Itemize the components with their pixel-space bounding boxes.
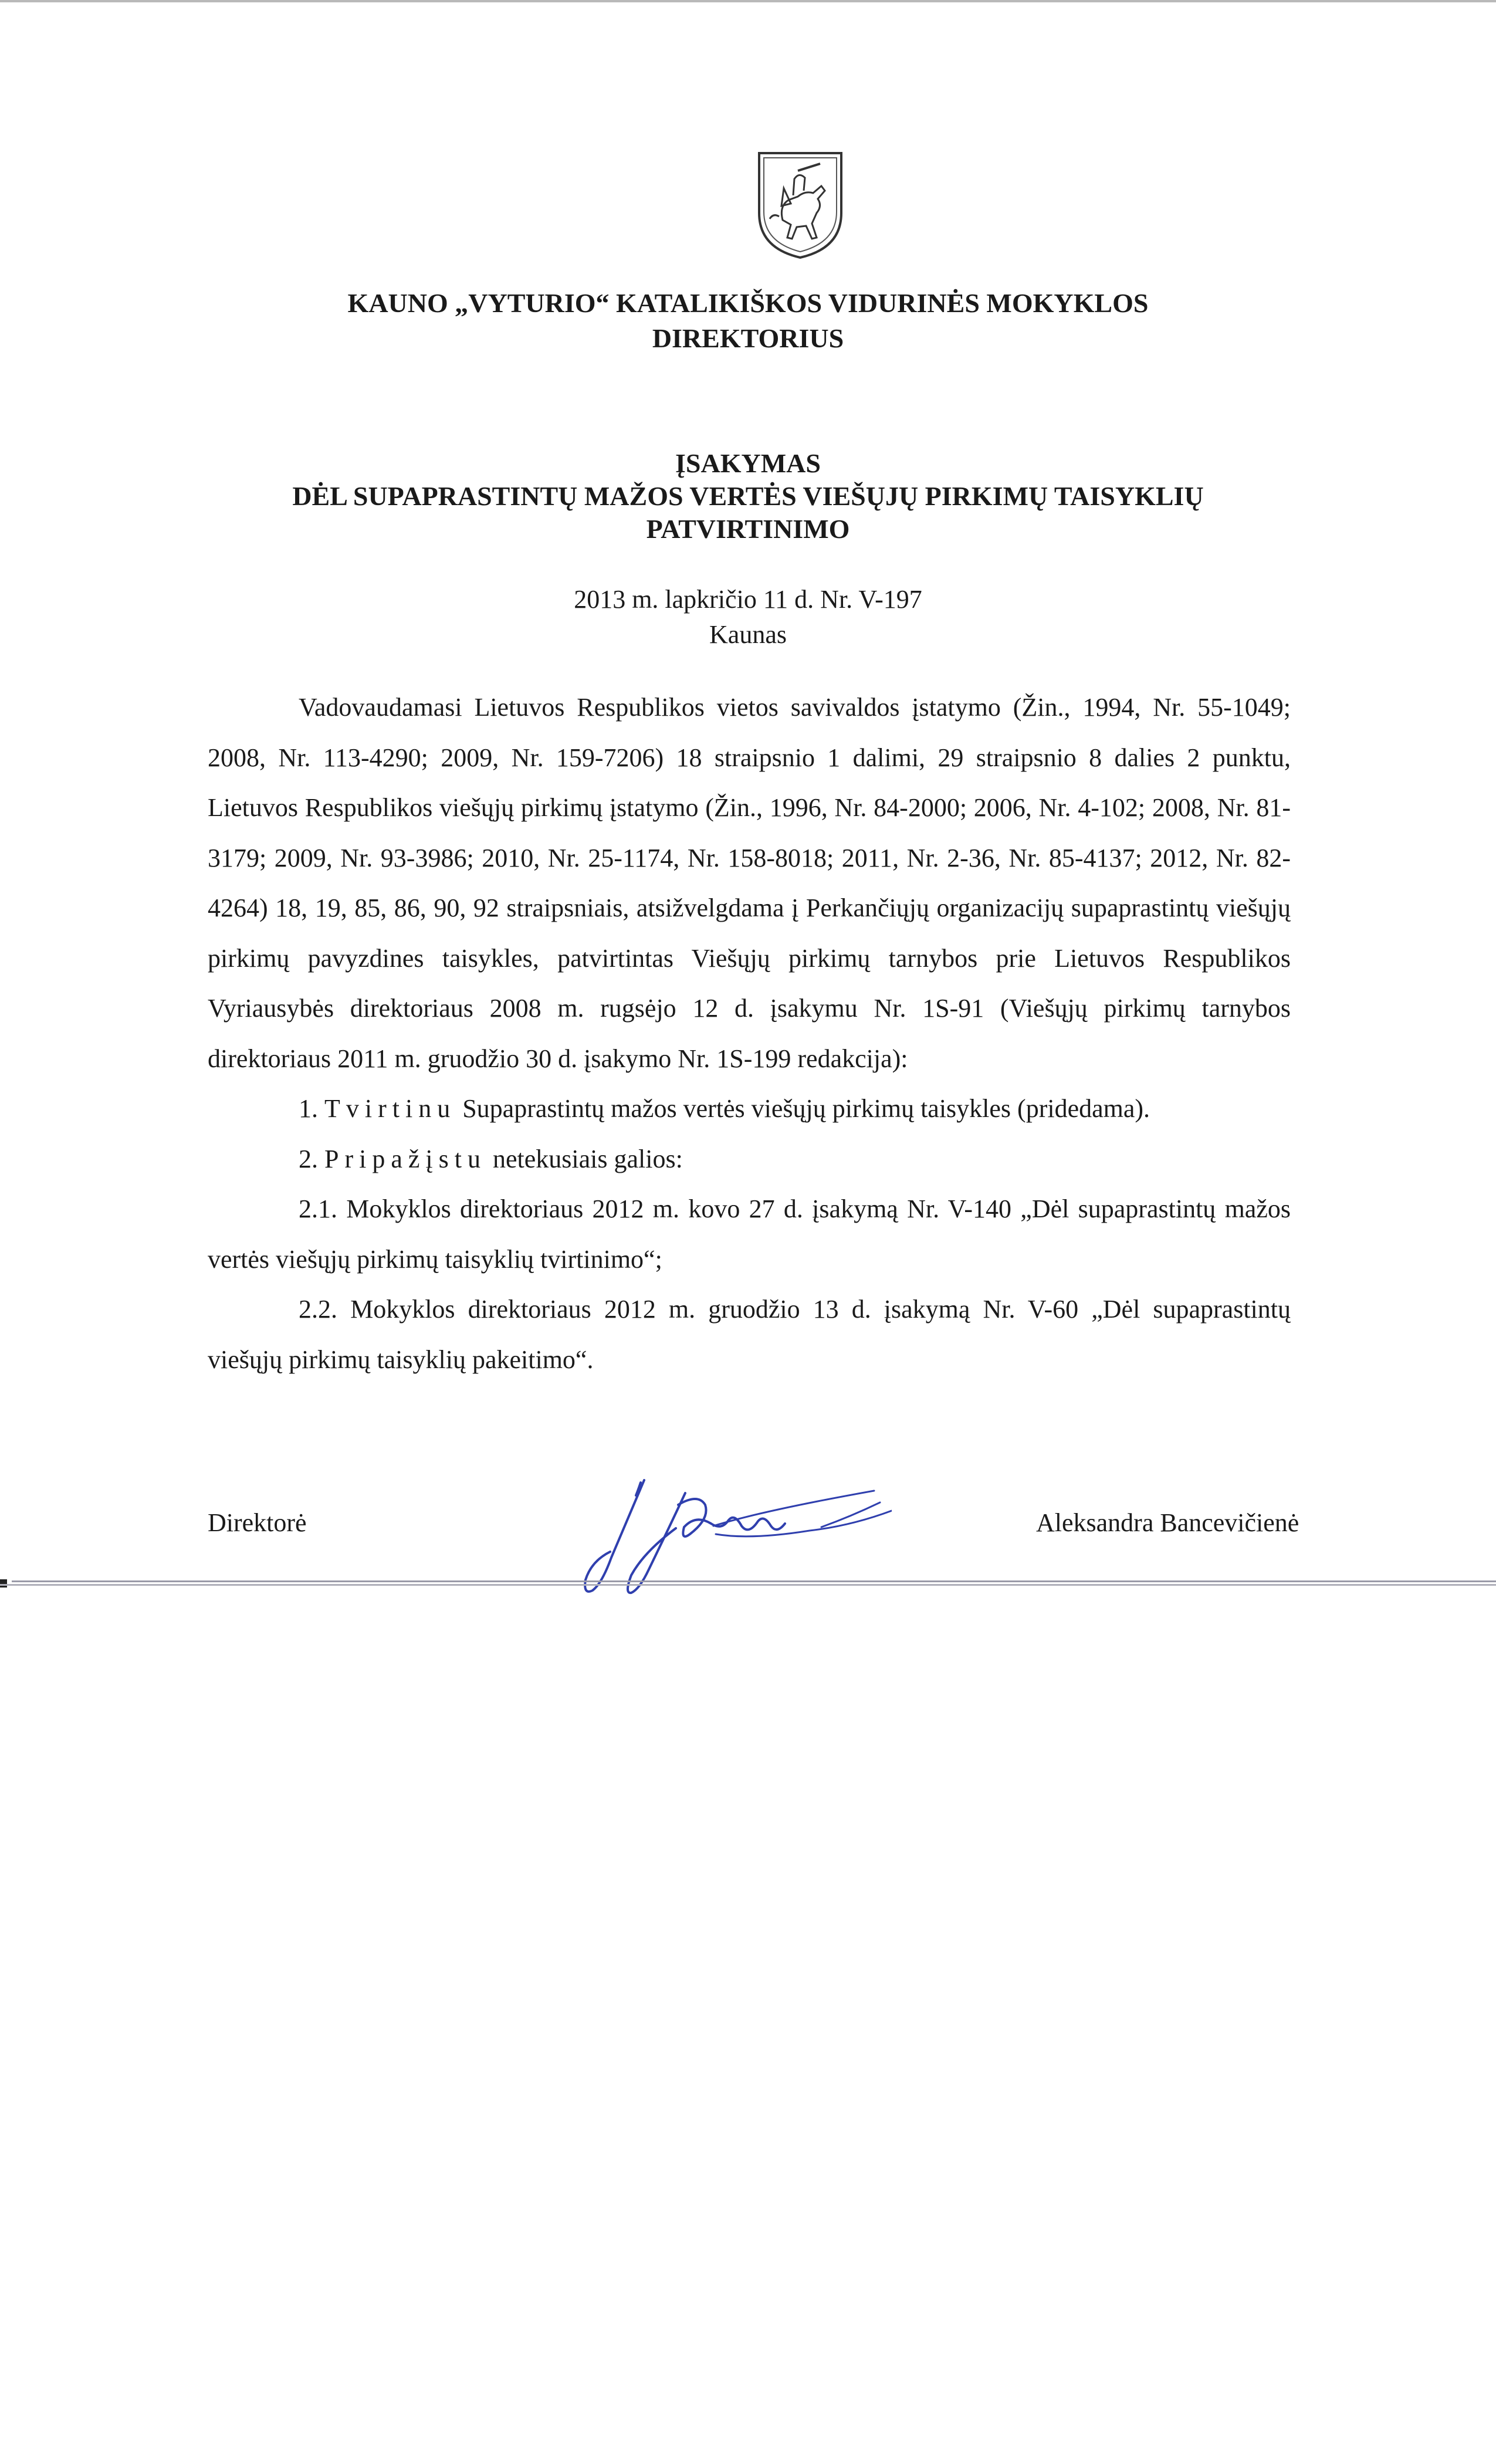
item-2-text: netekusiais galios: bbox=[492, 1144, 683, 1173]
signatory-position: Direktorė bbox=[208, 1508, 307, 1537]
item-1-number: 1. bbox=[299, 1094, 318, 1123]
item-2-2: 2.2. Mokyklos direktoriaus 2012 m. gruodžio 13 d. įsakymą Nr. V-60 „Dėl supaprastintų viešųjų pirkimų taisyklių pakeitimo“. bbox=[208, 1295, 1291, 1374]
institution-line-1: KAUNO „VYTURIO“ KATALIKIŠKOS VIDURINĖS MOKYKLOS bbox=[347, 288, 1149, 318]
item-2-number: 2. bbox=[299, 1144, 318, 1173]
item-2-verb: Pripažįstu bbox=[324, 1144, 486, 1173]
place: Kaunas bbox=[709, 620, 787, 649]
institution-line-2: DIREKTORIUS bbox=[652, 323, 844, 353]
signatory-name: Aleksandra Bancevičienė bbox=[1036, 1508, 1299, 1537]
scan-top-edge bbox=[0, 0, 1496, 2]
preamble-paragraph: Vadovaudamasi Lietuvos Respublikos vietos savivaldos įstatymo (Žin., 1994, Nr. 55-1049; 2008, Nr. 113-4290; 2009, Nr. 159-7206) 18 straipsnio 1 dalimi, 29 straipsnio 8 dalies 2 punktu, Lietuvos Respublikos viešųjų pirkimų įstatymo (Žin., 1996, Nr. 84-2000; 2006, Nr. 4-102; 2008, Nr. 81-3179; 2009, Nr. 93-3986; 2010, Nr. 25-1174, Nr. 158-8018; 2011, Nr. 2-36, Nr. 85-4137; 2012, Nr. 82-4264) 18, 19, 85, 86, 90, 92 straipsniais, atsižvelgdama į Perkančiųjų organizacijų supaprastintų viešųjų pirkimų pavyzdines taisykles, patvirtintas Viešųjų pirkimų tarnybos prie Lietuvos Respublikos Vyriausybės direktoriaus 2008 m. rugsėjo 12 d. įsakymu Nr. 1S-91 (Viešųjų pirkimų tarnybos direktoriaus 2011 m. gruodžio 30 d. įsakymo Nr. 1S-199 redakcija): bbox=[208, 693, 1291, 1073]
coat-of-arms-icon bbox=[756, 150, 845, 261]
institution-name bbox=[0, 286, 1496, 356]
date-and-number: 2013 m. lapkričio 11 d. Nr. V-197 bbox=[574, 585, 922, 614]
item-2-1: 2.1. Mokyklos direktoriaus 2012 m. kovo 27 d. įsakymą Nr. V-140 „Dėl supaprastintų mažos vertės viešųjų pirkimų taisyklių tvirtinimo“; bbox=[208, 1194, 1291, 1274]
page-edge bbox=[0, 1579, 1496, 1588]
item-1 bbox=[208, 1084, 1291, 1134]
item-2 bbox=[208, 1134, 1291, 1184]
title-line-2: DĖL SUPAPRASTINTŲ MAŽOS VERTĖS VIEŠŲJŲ PIRKIMŲ TAISYKLIŲ bbox=[292, 481, 1204, 511]
item-1-text: Supaprastintų mažos vertės viešųjų pirkimų taisykles (pridedama). bbox=[462, 1094, 1150, 1123]
title-line-3: PATVIRTINIMO bbox=[646, 514, 850, 544]
item-1-verb: Tvirtinu bbox=[324, 1094, 456, 1123]
document-body bbox=[208, 682, 1291, 1385]
document-title bbox=[0, 447, 1496, 546]
title-line-1: ĮSAKYMAS bbox=[675, 448, 821, 478]
document-meta bbox=[0, 582, 1496, 652]
